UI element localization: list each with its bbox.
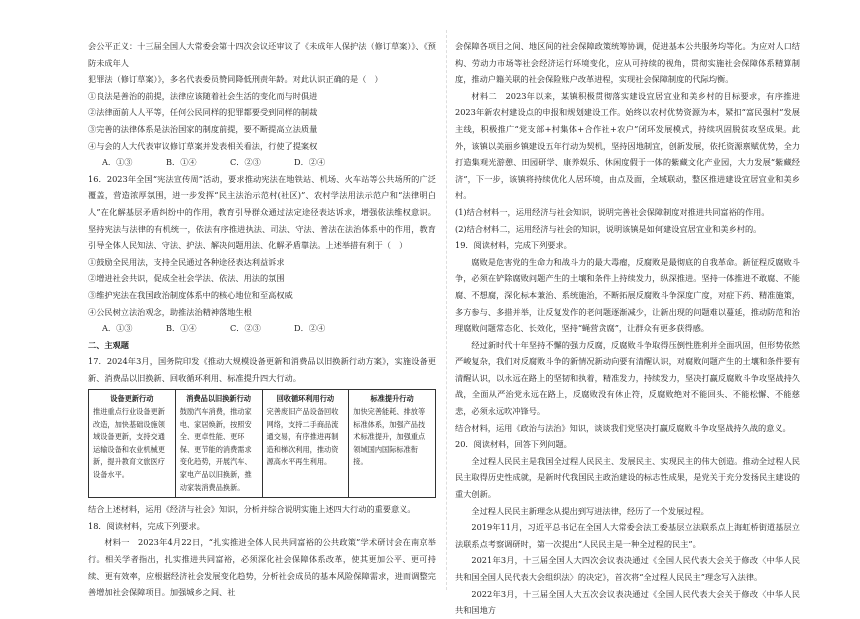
table-cell bbox=[349, 390, 436, 498]
column-divider bbox=[446, 30, 447, 590]
q19-title: 19．阅读材料，完成下列要求。 bbox=[455, 240, 572, 251]
q20-para-2: 全过程人民民主新理念从提出到写进法律，经历了一个发展过程。 bbox=[471, 505, 709, 516]
table-cell-body: 加快完善能耗、排放等标准体系，加强产品技术标准提升，加强重点领域国内国际标准衔接。 bbox=[353, 407, 426, 467]
table-cell-body: 鼓励汽车消费，推动家电、家居焕新，按照安全、更卓性能、更环保、更节能的消费需求变化趋势，开展汽车、家电产品以旧换新，推动家装消费品换新。 bbox=[179, 407, 252, 492]
q15-choice-d[interactable]: D．②④ bbox=[294, 157, 326, 168]
table-cell-head: 回收循环利用行动 bbox=[276, 394, 335, 404]
q20-title: 20．阅读材料，回答下列问题。 bbox=[455, 439, 572, 450]
q16-choice-b[interactable]: B．①④ bbox=[166, 323, 197, 334]
q20-para-4: 2021年3月，十三届全国人大四次会议表决通过《全国人民代表大会关于修改〈中华人民共和国全国人民代表大会组织法〉的决定》，首次将“全过程人民民主”理念写入法律。 bbox=[455, 555, 800, 582]
q15-choice-c[interactable]: C．②③ bbox=[230, 157, 261, 168]
table-cell bbox=[262, 390, 349, 498]
q16-option: ④公民树立法治观念，助推法治精神落地生根 bbox=[88, 306, 252, 317]
q16-choices bbox=[88, 320, 436, 337]
q15-choice-b[interactable]: B．①④ bbox=[166, 157, 197, 168]
q15-option: ④与会的人大代表审议修订草案并发表相关看法，行使了提案权 bbox=[88, 140, 318, 151]
left-column bbox=[88, 38, 436, 601]
table-cell-body: 推进重点行业设备更新改造，加快基础设施领域设备更新，支持交通运输设备和农业机械更新，提升教育文旅医疗设备水平。 bbox=[93, 407, 165, 480]
q19-para-2: 经过新时代十年坚持不懈的强力反腐，反腐败斗争取得压倒性胜利并全面巩固，但形势依然严峻复杂，我们对反腐败斗争的新情况新动向要有清醒认识，对腐败问题产生的土壤和条件要有清醒认识，以永远在路上的坚韧和执着，精准发力，持续发力，坚决打赢反腐败斗争攻坚战持久战，全面从严治党永远在路上，反腐败没有休止符，反腐败绝对不能回头、不能松懈、不能慈悲，必须永远吹冲锋号。 bbox=[455, 339, 800, 417]
q15-stem-line: 犯罪法（修订草案）》，多名代表委员赞同降低刑责年龄。对此认识正确的是（ ） bbox=[88, 74, 383, 85]
table-cell bbox=[89, 390, 176, 498]
q18-title: 18．阅读材料，完成下列要求。 bbox=[88, 520, 205, 531]
q16-choice-c[interactable]: C．②③ bbox=[230, 323, 261, 334]
q16-stem: 16．2023年全国“宪法宣传周”活动，要求推动宪法在地铁站、机场、火车站等公共场所的广泛覆盖，营造浓厚氛围，进一步发挥“民主法治示范村(社区)”、农村学法用法示范户和“法律明白人”在化解基层矛盾纠纷中的作用，教育引导群众通过法定途径表达诉求，增强依法维权意识。坚持宪法与法律的有机统一，依法有序推进执法、司法、守法、普法在法治体系中的作用，教育引导全体人民知法、守法、护法、解决问题用法、化解矛盾靠法。上述举措有利于（ ） bbox=[88, 173, 436, 251]
q16-choice-d[interactable]: D．②④ bbox=[294, 323, 326, 334]
q17-task: 结合上述材料，运用《经济与社会》知识，分析并综合说明实施上述四大行动的重要意义。 bbox=[88, 504, 416, 515]
q15-choices bbox=[88, 154, 436, 171]
q18-material-2: 材料二 2023年以来，某镇积极贯彻落实建设宜居宜业和美乡村的目标要求，有序推进2023年新农村建设点的申报和规划建设工作。始终以农村优势资源为本，紧扣“富民强村”发展主线，积极推广“党支部+村集体+合作社+农户”闭环发展模式，持续巩固脱贫攻坚成果。此外，该镇以美丽乡镇建设五年行动为契机，坚持因地制宜，创新发展，依托资源禀赋优势，全力打造集观光游憩、田园研学、康养娱乐、休闲度假于一体的紫藏文化产业园，大力发展“紫藏经济”，下一步，该镇将持续优化人居环境，由点及面，全域联动，整区推进建设宜居宜业和美乡村。 bbox=[455, 90, 800, 201]
q20-para-1: 全过程人民民主是我国全过程人民民主、发展民主、实现民主的伟大创造。推动全过程人民民主取得历史性成就，是新时代我国民主政治建设的标志性成果，是党关于充分发扬民主建设的重大创新。 bbox=[455, 455, 800, 500]
q20-para-3: 2019年11月，习近平总书记在全国人大常委会法工委基层立法联系点上海虹桥街道基层立法联系点考察调研时，第一次提出“人民民主是一种全过程的民主”。 bbox=[455, 522, 800, 549]
q15-option: ③完善的法律体系是法治国家的制度前提，要不断提高立法质量 bbox=[88, 123, 318, 134]
section-title: 二、主观题 bbox=[88, 339, 129, 350]
q18-material-1: 材料一 2023年4月22日，“扎实推进全体人民共同富裕的公共政策”学术研讨会在南京举行。相关学者指出，扎实推进共同富裕，必须深化社会保障体系改革，使其更加公平、更可持续、更有效率，应根据经济社会发展变化趋势，分析社会成员的基本风险保障需求，进而调整完善增加社会保障项目。加强城乡之间、社 bbox=[88, 537, 436, 598]
q17-stem: 17．2024年3月，国务院印发《推动大规模设备更新和消费品以旧换新行动方案》，实施设备更新、消费品以旧换新、回收循环利用、标准提升四大行动。 bbox=[88, 356, 436, 383]
table-cell bbox=[175, 390, 262, 498]
q19-task: 结合材料，运用《政治与法治》知识，谈谈我们党坚决打赢反腐败斗争攻坚战持久战的意义。 bbox=[455, 422, 791, 433]
q18-material-1-cont: 会保障各项目之间、地区间的社会保障政策统筹协调，促进基本公共服务均等化。为应对人口结构、劳动力市场等社会经济运行环境变化，应从可持续的视角，贯彻实施社会保障体系精算制度，推动户籍关联的社会保险账户改革进程，实现社会保障制度的代际均衡。 bbox=[455, 41, 800, 85]
q18-task-2: (2)结合材料二，运用经济与社会的知识，说明该镇是如何建设宜居宜业和美乡村的。 bbox=[455, 223, 762, 234]
q16-option: ②增进社会共识，促成全社会学法、依法、用法的氛围 bbox=[88, 273, 285, 284]
table-cell-body: 完善废旧产品设备回收网络，支持二手商品流通交易，有序推进再制造和梯次利用，推动资源高水平再生利用。 bbox=[266, 407, 339, 467]
q15-stem-line: 会公平正义：十三届全国人大常委会第十四次会议还审议了《未成年人保护法（修订草案）》、《预防未成年人 bbox=[88, 41, 436, 68]
table-cell-head: 设备更新行动 bbox=[110, 394, 154, 404]
q15-option: ②法律面前人人平等，任何公民同样的犯罪都要受到同样的制裁 bbox=[88, 107, 318, 118]
q20-para-5: 2022年3月，十三届全国人大五次会议表决通过《全国人民代表大会关于修改〈中华人民共和国地方 bbox=[455, 588, 800, 616]
q15-option: ①良法是善治的前提，法律应该随着社会生活的变化而与时俱进 bbox=[88, 90, 318, 101]
q16-option: ①鼓励全民用法，支持全民通过各种途径表达利益诉求 bbox=[88, 256, 285, 267]
q16-choice-a[interactable]: A．①③ bbox=[102, 323, 133, 334]
q16-option: ③维护宪法在我国政治制度体系中的核心地位和至高权威 bbox=[88, 289, 293, 300]
q19-para-1: 腐败是危害党的生命力和战斗力的最大毒瘤，反腐败是最彻底的自我革命。新征程反腐败斗争，必须在铲除腐败问题产生的土壤和条件上持续发力，纵深推进。坚持一体推进不敢腐、不能腐、不想腐，深化标本兼治、系统施治，不断拓展反腐败斗争深度广度，对症下药、精准施策，多方参与、多措并举，让反复发作的老问题逐渐减少，让新出现的问题难以蔓延，推动防范和治理腐败问题常态化、长效化，坚持“蝇营贪腐”，让群众有更多获得感。 bbox=[455, 256, 800, 334]
table-cell-head: 标准提升行动 bbox=[370, 394, 414, 404]
q15-choice-a[interactable]: A．①③ bbox=[102, 157, 133, 168]
q18-task-1: (1)结合材料一，运用经济与社会知识，说明完善社会保障制度对推进共同富裕的作用。 bbox=[455, 206, 770, 217]
actions-table bbox=[88, 389, 436, 498]
right-column bbox=[455, 38, 800, 619]
table-cell-head: 消费品以旧换新行动 bbox=[186, 394, 251, 404]
